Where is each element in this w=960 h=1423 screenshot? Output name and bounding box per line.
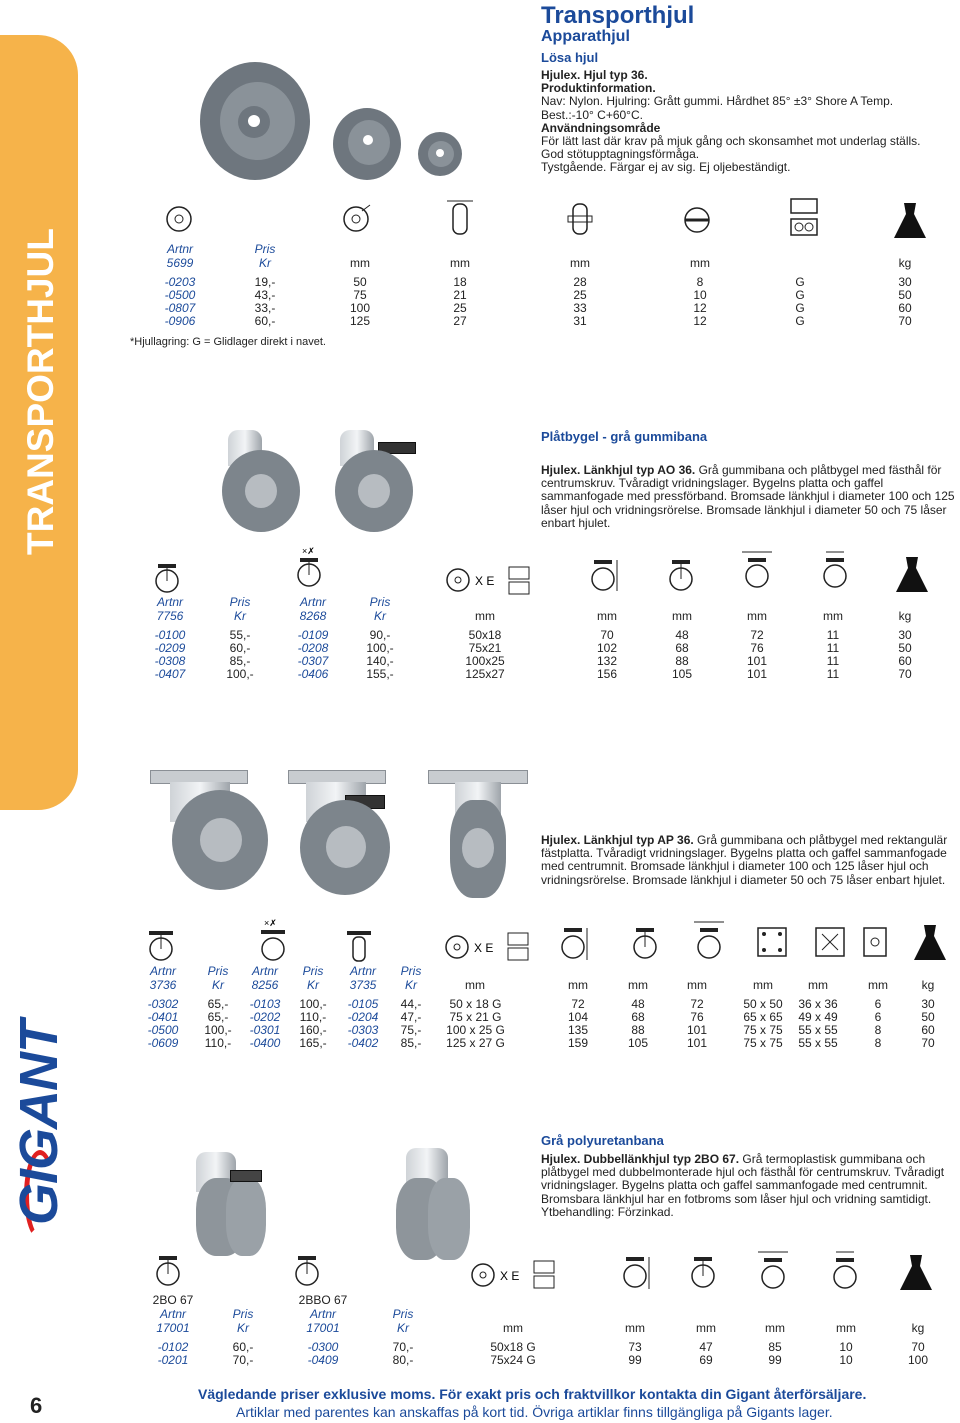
base-artnr: 8256 [251,978,279,992]
table-lankhjul-ao36 [150,596,930,686]
bearing-type-icon [788,196,820,240]
cell-value: 75 x 21 G [449,1010,502,1024]
cell-value: 10 [693,288,707,302]
cell-value: G [795,275,805,289]
product-name: Hjulex. Länkhjul typ AO 36. [541,463,696,477]
cell-value: 36 x 36 [798,997,838,1011]
cell-value: 125x27 [465,667,505,681]
cell-value: 60 [921,1023,935,1037]
cell-value: 48 [675,628,689,642]
cell-artnr: -0103 [249,997,281,1011]
section-heading-polyuretan: Grå polyuretanbana [541,1133,664,1148]
section-description [541,464,956,530]
swivel-caster-icon [152,562,182,594]
cell-value: 48 [631,997,645,1011]
cell-value: 101 [746,654,768,668]
base-artnr: 3735 [349,978,377,992]
cell-artnr: -0401 [147,1010,179,1024]
intro-line: Användningsområde [541,120,661,135]
unit-label: mm [672,609,692,623]
cell-value: 88 [631,1023,645,1037]
cell-value: 156 [596,667,618,681]
offset-icon [666,558,698,594]
cell-price: 100,- [226,667,254,681]
unit-label: mm [597,609,617,623]
cell-price: 44,- [400,997,422,1011]
wheel-diameter-icon [163,203,195,235]
section-description [541,834,956,887]
col-header-kr: Kr [307,978,319,992]
brand-logo: GIGANT [9,1021,69,1225]
cell-artnr: -0208 [297,641,329,655]
cell-artnr: -0609 [147,1036,179,1050]
cell-value: 76 [690,1010,704,1024]
cell-value: 69 [699,1353,713,1367]
cell-artnr: -0807 [164,301,196,315]
cell-value: 105 [671,667,693,681]
swivel-radius-icon [692,918,726,964]
cell-artnr: -0105 [347,997,379,1011]
cell-value: 50x18 G [490,1340,536,1354]
unit-label: mm [823,609,843,623]
cell-price: 19,- [254,275,276,289]
cell-value: 65 x 65 [743,1010,783,1024]
col-header-artnr: Artnr [156,595,183,609]
footer-stock-note: Artiklar med parentes kan anskaffas på kort tid. Övriga artiklar finns tillgängliga på Gigants lager. [236,1404,833,1420]
cell-price: 65,- [207,997,229,1011]
section-description [541,1153,956,1219]
hole-spacing-icon [812,922,848,962]
cell-artnr: -0203 [164,275,196,289]
cell-value: 72 [750,628,764,642]
cell-price: 160,- [299,1023,327,1037]
cell-price: 60,- [232,1340,254,1354]
cell-value: 75x21 [468,641,502,655]
cell-value: 50x18 [468,628,502,642]
unit-label: kg [921,978,935,992]
cell-value: 125 x 27 G [446,1036,505,1050]
cell-price: 70,- [232,1353,254,1367]
cell-price: 110,- [204,1036,232,1050]
col-header-kr: Kr [374,609,386,623]
cell-artnr: -0906 [164,314,196,328]
cell-price: 165,- [299,1036,327,1050]
cell-value: 88 [675,654,689,668]
col-header-artnr: Artnr [299,595,326,609]
overall-height-icon [558,924,590,964]
cell-value: 101 [746,667,768,681]
unit-label: mm [753,978,773,992]
col-header-kr: Kr [405,978,417,992]
wheel-spec-icon [468,1256,558,1292]
cell-artnr: -0209 [154,641,186,655]
intro-line: Produktinformation. [541,81,656,96]
footer-price-note: Vägledande priser exklusive moms. För exakt pris och fraktvillkor kontakta din Gigant återförsäljare. [198,1386,867,1402]
cell-value: 60 [898,654,912,668]
fixed-plate-caster-icon [343,928,375,964]
intro-text [541,69,956,175]
cell-value: 60 [898,301,912,315]
section-heading-platbygel: Plåtbygel - grå gummibana [541,429,708,444]
hole-diameter-icon [828,1248,862,1294]
col-header-pris: Pris [232,1307,254,1321]
cell-value: 30 [921,997,935,1011]
cell-artnr: -0307 [297,654,329,668]
col-header-kr: Kr [212,978,224,992]
col-header-pris: Pris [207,964,229,978]
base-artnr: 3736 [149,978,177,992]
cell-value: 50 x 18 G [449,997,502,1011]
table-lankhjul-ap36 [143,965,943,1055]
intro-line: Best.:-10° C+60°C. [541,107,643,122]
load-capacity-icon [898,1252,934,1292]
cell-value: 72 [571,997,585,1011]
unit-label: mm [503,1321,523,1335]
unit-label: mm [690,256,710,270]
intro-line: Hjulex. Hjul typ 36. [541,68,648,82]
cell-artnr: -0201 [157,1353,189,1367]
cell-value: 135 [567,1023,589,1037]
intro-line: Tystgående. Färgar ej av sig. Ej oljebeständigt. [541,160,791,175]
cell-artnr: -0406 [297,667,329,681]
cell-value: G [795,288,805,302]
side-category-label: TRANSPORTHJUL [20,228,61,555]
base-artnr: 17001 [306,1321,340,1335]
unit-label: mm [747,609,767,623]
cell-artnr: -0102 [157,1340,189,1354]
cell-value: 101 [686,1023,708,1037]
cell-artnr: -0100 [154,628,186,642]
swivel-radius-icon [740,548,774,592]
col-header-artnr: Artnr [159,1307,186,1321]
cell-value: 18 [453,275,467,289]
cell-value: 10 [839,1340,853,1354]
cell-value: 75 [353,288,367,302]
hole-diameter-icon [818,548,852,592]
cell-value: 11 [826,641,840,655]
cell-value: 75 x 75 [743,1036,783,1050]
plate-caster-icon [145,928,177,964]
overall-height-icon [620,1253,652,1293]
cell-value: 12 [693,301,707,315]
unit-label: mm [570,256,590,270]
unit-label: kg [911,1321,925,1335]
cell-value: 100 x 25 G [446,1023,505,1037]
col-header-pris: Pris [369,595,391,609]
cell-value: 11 [826,667,840,681]
cell-price: 47,- [400,1010,422,1024]
unit-label: mm [808,978,828,992]
plate-caster-brake-icon [256,916,290,964]
col-header-pris: Pris [229,595,251,609]
product-name: Hjulex. Dubbellänkhjul typ 2BO 67. [541,1152,740,1166]
wheel-width-icon [443,198,477,238]
cell-price: 33,- [254,301,276,315]
cell-value: 30 [898,275,912,289]
col-header-artnr: Artnr [309,1307,336,1321]
svg-text:×✗: ×✗ [264,918,277,928]
cell-value: 102 [596,641,618,655]
wheel-spec-icon [442,928,532,964]
table-dubbellankhjul [148,1294,938,1374]
cell-value: G [795,314,805,328]
cell-value: 105 [627,1036,649,1050]
intro-line: För lätt last där krav på mjuk gång och skonsamhet mot underlag ställs. [541,134,921,149]
base-artnr: 5699 [166,256,194,270]
col-header-pris: Pris [392,1307,414,1321]
wheel-spec-icon [443,563,533,597]
cell-price: 110,- [299,1010,327,1024]
load-capacity-icon [912,922,948,962]
cell-value: 70 [911,1340,925,1354]
unit-label: kg [898,256,912,270]
product-name: Hjulex. Länkhjul typ AP 36. [541,833,694,847]
unit-label: mm [687,978,707,992]
col-header-artnr: Artnr [149,964,176,978]
unit-label: mm [465,978,485,992]
cell-value: 6 [874,997,882,1011]
diameter-icon [340,203,372,235]
col-header-artnr: Artnr [349,964,376,978]
section-title: Lösa hjul [541,50,599,65]
cell-value: 55 x 55 [798,1036,838,1050]
cell-artnr: -0204 [347,1010,379,1024]
unit-label: mm [475,609,495,623]
overall-height-icon [588,558,620,594]
cell-value: 50 [353,275,367,289]
product-text: Grå gummibana och plåtbygel med rektangulär fästplatta. Tvåradigt vridningslager. Bygelns platta och gaffel sammanfogade med centrumnit. Bromsade länkhjul i diameter 100 och 125 låser hjul och vridningsrörelse. Bromsade länkhjul i diameter 50 och 75 låser enbart hjulet. [541,833,948,887]
cell-value: 28 [573,275,587,289]
load-capacity-icon [894,554,930,594]
cell-value: 104 [567,1010,589,1024]
unit-label: mm [696,1321,716,1335]
cell-value: 11 [826,654,840,668]
cell-value: 76 [750,641,764,655]
unit-label: mm [450,256,470,270]
cell-artnr: -0308 [154,654,186,668]
swivel-radius-icon [756,1248,790,1294]
cell-value: 99 [628,1353,642,1367]
model-label: 2BO 67 [152,1293,194,1307]
cell-value: 6 [874,1010,882,1024]
cell-value: 75 x 75 [743,1023,783,1037]
svg-text:X E: X E [500,1269,520,1283]
svg-text:×✗: ×✗ [302,546,315,556]
unit-label: mm [836,1321,856,1335]
cell-value: 8 [874,1023,882,1037]
cell-value: 50 [898,288,912,302]
cell-artnr: -0300 [307,1340,339,1354]
cell-value: 159 [567,1036,589,1050]
cell-value: 132 [596,654,618,668]
col-header-kr: Kr [397,1321,409,1335]
cell-artnr: -0500 [147,1023,179,1037]
cell-value: 68 [675,641,689,655]
cell-value: 100x25 [465,654,505,668]
cell-price: 85,- [400,1036,422,1050]
cell-value: 50 [921,1010,935,1024]
cell-price: 100,- [299,997,327,1011]
col-header-artnr: Artnr [166,242,193,256]
cell-value: 21 [453,288,467,302]
cell-price: 55,- [229,628,251,642]
cell-artnr: -0400 [249,1036,281,1050]
cell-artnr: -0302 [147,997,179,1011]
col-header-pris: Pris [254,242,276,256]
cell-value: 100 [907,1353,929,1367]
cell-value: 73 [628,1340,642,1354]
cell-value: 70 [898,314,912,328]
cell-price: 80,- [392,1353,414,1367]
cell-value: G [795,301,805,315]
cell-value: 12 [693,314,707,328]
cell-value: 101 [686,1036,708,1050]
unit-label: mm [350,256,370,270]
col-header-pris: Pris [400,964,422,978]
cell-value: 27 [453,314,467,328]
cell-value: 10 [839,1353,853,1367]
unit-label: mm [765,1321,785,1335]
bolt-hole-icon [858,922,892,962]
svg-text:X E: X E [474,941,494,955]
cell-value: 99 [768,1353,782,1367]
cell-value: 25 [573,288,587,302]
cell-value: 50 [898,641,912,655]
cell-price: 155,- [366,667,394,681]
cell-value: 50 x 50 [743,997,783,1011]
col-header-pris: Pris [302,964,324,978]
unit-label: mm [625,1321,645,1335]
cell-artnr: -0407 [154,667,186,681]
cell-value: 8 [874,1036,882,1050]
unit-label: mm [568,978,588,992]
unit-label: mm [628,978,648,992]
cell-price: 140,- [366,654,394,668]
plate-size-icon [754,922,790,962]
offset-icon [630,924,662,964]
cell-value: 55 x 55 [798,1023,838,1037]
cell-price: 100,- [366,641,394,655]
cell-price: 60,- [229,641,251,655]
cell-value: 75x24 G [490,1353,536,1367]
cell-value: 70 [600,628,614,642]
product-text: Grå gummibana och plåtbygel med fästhål för centrumskruv. Tvåradigt vridningslager. Bygelns platta och gaffel sammanfogade med pressförband. Bromsade länkhjul i diameter 100 och 125 låser hjul och vridningsrörelse. Bromsade länkhjul i diameter 50 och 75 låser enbart hjulet. [541,463,955,530]
intro-line: Nav: Nylon. Hjulring: Grått gummi. Hårdhet 85° ±3° Shore A Temp. [541,94,894,109]
cell-value: 125 [349,314,371,328]
cell-price: 75,- [400,1023,422,1037]
col-header-kr: Kr [237,1321,249,1335]
unit-label: kg [898,609,912,623]
page-number: 6 [30,1393,43,1418]
offset-icon [688,1253,720,1293]
svg-text:X E: X E [475,574,495,588]
cell-value: 85 [768,1340,782,1354]
twin-caster-brake-icon [292,1253,324,1289]
cell-price: 65,- [207,1010,229,1024]
cell-value: 72 [690,997,704,1011]
cell-value: 25 [453,301,467,315]
base-artnr: 8268 [299,609,327,623]
col-header-kr: Kr [259,256,271,270]
cell-value: 49 x 49 [798,1010,838,1024]
cell-value: 100 [349,301,371,315]
swivel-caster-brake-icon [292,544,326,590]
cell-price: 85,- [229,654,251,668]
page-subtitle: Apparathjul [541,28,630,45]
intro-line: God stötupptagningsförmåga. [541,147,700,162]
col-header-artnr: Artnr [251,964,278,978]
unit-label: mm [868,978,888,992]
cell-artnr: -0500 [164,288,196,302]
cell-artnr: -0402 [347,1036,379,1050]
cell-price: 90,- [369,628,391,642]
cell-artnr: -0303 [347,1023,379,1037]
cell-price: 70,- [392,1340,414,1354]
base-artnr: 7756 [156,609,184,623]
cell-artnr: -0109 [297,628,329,642]
col-header-kr: Kr [234,609,246,623]
cell-value: 70 [898,667,912,681]
cell-price: 60,- [254,314,276,328]
cell-value: 47 [699,1340,713,1354]
bore-diameter-icon [680,203,714,237]
cell-price: 100,- [204,1023,232,1037]
cell-value: 30 [898,628,912,642]
cell-price: 43,- [254,288,276,302]
base-artnr: 17001 [156,1321,190,1335]
product-text: Grå termoplastisk gummibana och plåtbygel med dubbelmonterade hjul och fästhål för centrumskruv. Tvåradigt vridningslager. Bygelns platta och gaffel sammanfogade med centrumnit. Bromsbara länkhjul har en fotbroms som låser hjul och vridning samtidigt. Ytbehandling: Förzinkad. [541,1152,945,1219]
cell-artnr: -0202 [249,1010,281,1024]
twin-caster-icon [153,1253,185,1289]
hub-length-icon [563,198,597,238]
load-capacity-icon [892,200,928,240]
table-hjul-typ-36 [150,243,930,333]
cell-value: 31 [573,314,587,328]
cell-value: 68 [631,1010,645,1024]
cell-artnr: -0301 [249,1023,281,1037]
page-title: Transporthjul [541,2,695,29]
bearing-note: *Hjullagring: G = Glidlager direkt i navet. [130,336,326,348]
cell-artnr: -0409 [307,1353,339,1367]
cell-value: 70 [921,1036,935,1050]
cell-value: 33 [573,301,587,315]
cell-value: 11 [826,628,840,642]
cell-value: 8 [696,275,704,289]
model-label: 2BBO 67 [298,1293,348,1307]
